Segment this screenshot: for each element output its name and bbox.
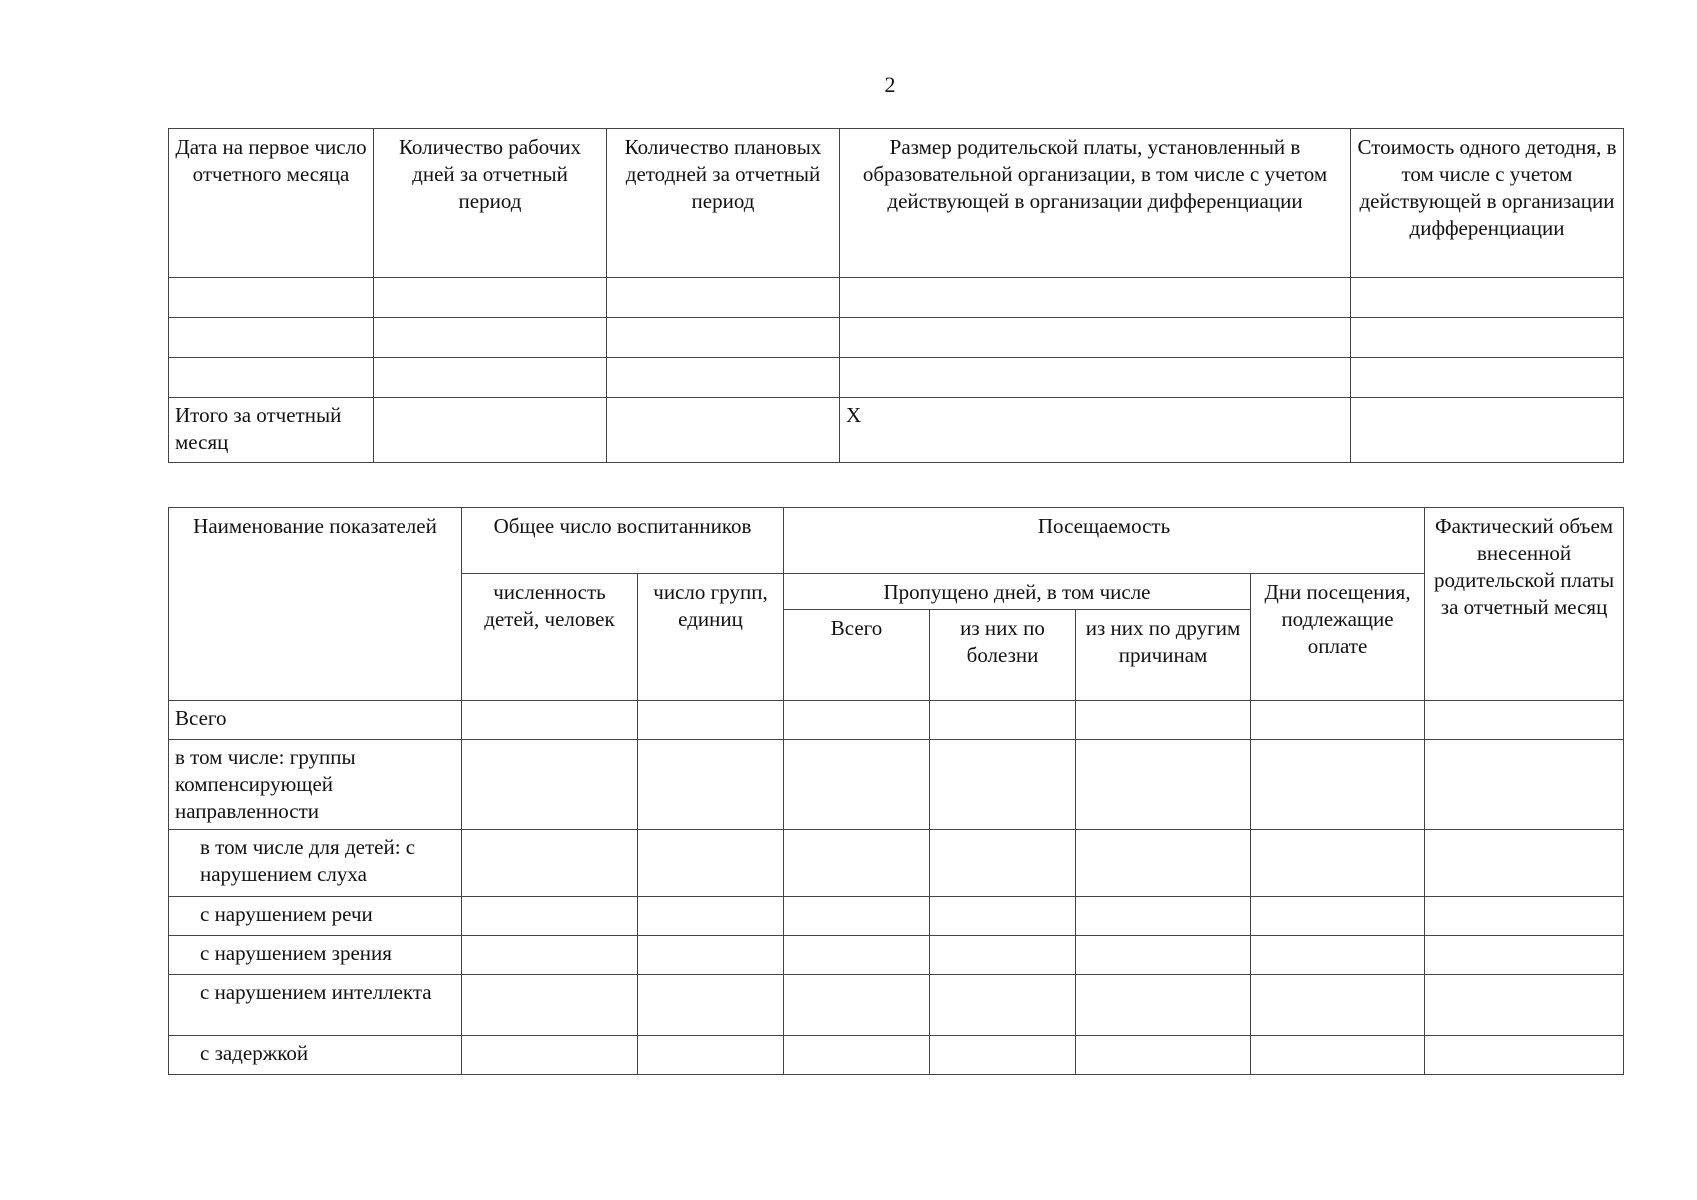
- table-cell[interactable]: [1351, 358, 1624, 398]
- header-indicator-name: Наименование показателей: [169, 508, 462, 701]
- table-cell[interactable]: [1076, 936, 1251, 975]
- table-row: [169, 358, 1624, 398]
- table-cell[interactable]: [169, 318, 374, 358]
- table-cell[interactable]: [1251, 897, 1425, 936]
- header-missed-illness: из них по болезни: [930, 610, 1076, 701]
- row-label: Всего: [169, 701, 462, 740]
- table-cell[interactable]: [462, 975, 638, 1036]
- table-cell[interactable]: [1076, 1036, 1251, 1075]
- table-cell[interactable]: [1076, 740, 1251, 830]
- total-row: [169, 398, 1624, 463]
- table-row: [169, 897, 1624, 936]
- header-working-days: Количество рабочих дней за отчетный период: [374, 129, 607, 278]
- table2-header-row: [169, 508, 1624, 574]
- table-cell[interactable]: [638, 740, 784, 830]
- table-cell[interactable]: [638, 897, 784, 936]
- table-cell[interactable]: [1251, 830, 1425, 897]
- table-cell[interactable]: [784, 701, 930, 740]
- table-cell[interactable]: [1425, 1036, 1624, 1075]
- table-row: [169, 278, 1624, 318]
- table-row: [169, 1036, 1624, 1075]
- table-cell[interactable]: [462, 936, 638, 975]
- table-cell[interactable]: [930, 701, 1076, 740]
- header-parent-fee: Размер родительской платы, установленный в образовательной организации, в том числе с учетом действующей в организации дифференциации: [840, 129, 1351, 278]
- table-cell[interactable]: [1425, 936, 1624, 975]
- table-cell[interactable]: [638, 830, 784, 897]
- table-cell[interactable]: [1351, 278, 1624, 318]
- table1-header-row: [169, 129, 1624, 278]
- table-row: [169, 318, 1624, 358]
- table-cell[interactable]: [607, 358, 840, 398]
- table-cell[interactable]: [1251, 936, 1425, 975]
- header-planned-child-days: Количество плановых детодней за отчетный период: [607, 129, 840, 278]
- table-row: [169, 936, 1624, 975]
- attendance-table: [168, 507, 1624, 1075]
- table-cell[interactable]: [374, 318, 607, 358]
- table-cell[interactable]: [638, 975, 784, 1036]
- table-cell[interactable]: [638, 701, 784, 740]
- table-cell[interactable]: [784, 830, 930, 897]
- row-label: с нарушением зрения: [169, 936, 462, 975]
- table-cell[interactable]: [462, 740, 638, 830]
- table-cell[interactable]: [784, 740, 930, 830]
- table-cell[interactable]: [930, 830, 1076, 897]
- table-cell[interactable]: [840, 278, 1351, 318]
- header-days-payable: Дни посещения, подлежащие оплате: [1251, 574, 1425, 701]
- table-cell[interactable]: [1425, 975, 1624, 1036]
- header-missed-days: Пропущено дней, в том числе: [784, 574, 1251, 610]
- header-children-count: численность детей, человек: [462, 574, 638, 701]
- row-label: в том числе для детей: с нарушением слуха: [169, 830, 462, 897]
- table-cell[interactable]: [1425, 830, 1624, 897]
- table-cell[interactable]: [1251, 975, 1425, 1036]
- table-row: [169, 701, 1624, 740]
- table-cell[interactable]: [638, 936, 784, 975]
- table-cell[interactable]: [930, 1036, 1076, 1075]
- row-label: в том числе: группы компенсирующей направленности: [169, 740, 462, 830]
- header-child-day-cost: Стоимость одного детодня, в том числе с учетом действующей в организации дифференциации: [1351, 129, 1624, 278]
- header-missed-total: Всего: [784, 610, 930, 701]
- header-missed-other: из них по другим причинам: [1076, 610, 1251, 701]
- table-cell[interactable]: [1251, 701, 1425, 740]
- table-cell[interactable]: [1351, 318, 1624, 358]
- header-attendance: Посещаемость: [784, 508, 1425, 574]
- table-cell[interactable]: [1076, 975, 1251, 1036]
- table-cell[interactable]: [1076, 701, 1251, 740]
- table-row: [169, 975, 1624, 1036]
- table-cell[interactable]: [840, 358, 1351, 398]
- table-cell[interactable]: [169, 278, 374, 318]
- table-cell[interactable]: [462, 701, 638, 740]
- table-cell[interactable]: [784, 897, 930, 936]
- header-group-count: число групп, единиц: [638, 574, 784, 701]
- table-cell[interactable]: [169, 358, 374, 398]
- table-cell[interactable]: [1425, 897, 1624, 936]
- table-cell[interactable]: [607, 318, 840, 358]
- table-cell[interactable]: [1425, 701, 1624, 740]
- table-cell[interactable]: [1251, 740, 1425, 830]
- parent-fee-table: [168, 128, 1624, 463]
- table-cell[interactable]: [374, 278, 607, 318]
- table-cell[interactable]: [1076, 830, 1251, 897]
- table-cell[interactable]: [1251, 1036, 1425, 1075]
- row-label: с нарушением речи: [169, 897, 462, 936]
- table-cell[interactable]: [784, 936, 930, 975]
- crossed-out-cell: X: [840, 398, 1351, 463]
- table-cell[interactable]: [1076, 897, 1251, 936]
- table-cell[interactable]: [607, 398, 840, 463]
- header-actual-fee: Фактический объем внесенной родительской платы за отчетный месяц: [1425, 508, 1624, 701]
- table-cell[interactable]: [374, 398, 607, 463]
- table-cell[interactable]: [462, 1036, 638, 1075]
- table-cell[interactable]: [930, 897, 1076, 936]
- table-cell[interactable]: [638, 1036, 784, 1075]
- header-date: Дата на первое число отчетного месяца: [169, 129, 374, 278]
- table-cell[interactable]: [1351, 398, 1624, 463]
- table-cell[interactable]: [462, 897, 638, 936]
- table-cell[interactable]: [784, 1036, 930, 1075]
- table-cell[interactable]: [607, 278, 840, 318]
- page-number: 2: [884, 72, 896, 97]
- table-cell[interactable]: [462, 830, 638, 897]
- table-cell[interactable]: [784, 975, 930, 1036]
- table-cell[interactable]: [930, 975, 1076, 1036]
- total-row-label: Итого за отчетный месяц: [169, 398, 374, 463]
- table-cell[interactable]: [930, 740, 1076, 830]
- table-cell[interactable]: [840, 318, 1351, 358]
- table-row: [169, 830, 1624, 897]
- row-label: с нарушением интеллекта: [169, 975, 462, 1036]
- header-total-pupils: Общее число воспитанников: [462, 508, 784, 574]
- table-row: [169, 740, 1624, 830]
- table-cell[interactable]: [930, 936, 1076, 975]
- table-cell[interactable]: [1425, 740, 1624, 830]
- table-cell[interactable]: [374, 358, 607, 398]
- row-label: с задержкой: [169, 1036, 462, 1075]
